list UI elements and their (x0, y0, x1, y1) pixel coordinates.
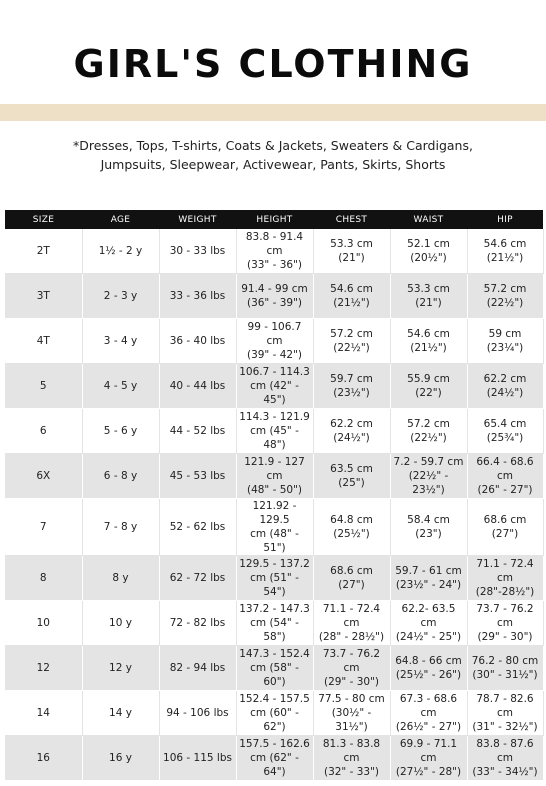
chest-cm: 54.6 cm (330, 283, 373, 295)
hip-inches: (33" - 34½") (472, 766, 538, 778)
chest-cell (313, 409, 390, 454)
waist-cell (390, 646, 467, 691)
chest-inches: (29" - 30") (323, 676, 380, 688)
age-cell: 5 - 6 y (82, 409, 159, 454)
chest-cm: 62.2 cm (330, 418, 373, 430)
hip-cm: 78.7 - 82.6 cm (476, 693, 534, 719)
hip-cell (467, 556, 543, 601)
waist-cm: 54.6 cm (407, 328, 450, 340)
height-cell (236, 736, 313, 781)
waist-inches: (22½" - 23½") (408, 470, 449, 496)
hip-inches: (21½") (486, 252, 524, 264)
height-inches: (48" - 50") (246, 484, 303, 496)
height-inches: cm (62" - 64") (250, 752, 299, 778)
waist-inches: (20½") (410, 252, 447, 264)
table-row (5, 736, 543, 781)
waist-cm: 57.2 cm (407, 418, 450, 430)
weight-cell: 40 - 44 lbs (159, 364, 236, 409)
age-cell: 6 - 8 y (82, 454, 159, 499)
size-cell: 6X (5, 454, 82, 499)
chest-cell (313, 499, 390, 556)
height-cm: 157.5 - 162.6 (239, 738, 310, 750)
hip-cm: 76.2 - 80 cm (471, 655, 539, 667)
waist-cm: 59.7 - 61 cm (395, 565, 462, 577)
waist-inches: (24½" - 25") (395, 631, 462, 643)
column-header-height: HEIGHT (236, 210, 313, 229)
size-cell: 8 (5, 556, 82, 601)
hip-cell (467, 319, 543, 364)
chest-inches: (30½" - 31½") (331, 707, 372, 733)
weight-cell: 33 - 36 lbs (159, 274, 236, 319)
chest-cell (313, 274, 390, 319)
category-list-line-2: Jumpsuits, Sleepwear, Activewear, Pants, Skirts, Shorts (100, 157, 446, 172)
hip-inches: (29" - 30") (477, 631, 533, 643)
waist-cell (390, 736, 467, 781)
size-cell: 6 (5, 409, 82, 454)
hip-cell (467, 409, 543, 454)
chest-cm: 73.7 - 76.2 cm (322, 648, 381, 674)
chest-cm: 53.3 cm (330, 238, 373, 250)
table-row (5, 499, 543, 556)
age-cell: 14 y (82, 691, 159, 736)
hip-inches: (30" - 31½") (472, 669, 538, 681)
height-cell (236, 364, 313, 409)
hip-inches: (22½") (486, 297, 524, 309)
hip-cm: 54.6 cm (483, 238, 527, 250)
height-inches: cm (51" - 54") (250, 572, 299, 598)
hip-inches: (26" - 27") (477, 484, 533, 496)
waist-cell (390, 454, 467, 499)
hip-cm: 73.7 - 76.2 cm (476, 603, 534, 629)
hip-cell (467, 229, 543, 274)
hip-cm: 66.4 - 68.6 cm (476, 456, 534, 482)
height-cell (236, 409, 313, 454)
chest-cm: 59.7 cm (330, 373, 373, 385)
hip-cm: 68.6 cm (483, 514, 527, 526)
height-cm: 121.9 - 127 cm (244, 456, 305, 482)
height-inches: cm (54" - 58") (250, 617, 299, 643)
age-cell: 12 y (82, 646, 159, 691)
chest-cell (313, 556, 390, 601)
chest-cell (313, 736, 390, 781)
table-row (5, 646, 543, 691)
chest-cm: 68.6 cm (330, 565, 373, 577)
age-cell: 4 - 5 y (82, 364, 159, 409)
hip-cell (467, 274, 543, 319)
chest-cm: 71.1 - 72.4 cm (322, 603, 381, 629)
hip-cm: 65.4 cm (483, 418, 527, 430)
hip-cm: 62.2 cm (483, 373, 527, 385)
table-row (5, 691, 543, 736)
height-cm: 99 - 106.7 cm (247, 321, 302, 347)
height-cell (236, 691, 313, 736)
chest-cell (313, 454, 390, 499)
age-cell: 1½ - 2 y (82, 229, 159, 274)
height-inches: (36" - 39") (246, 297, 303, 309)
weight-cell: 82 - 94 lbs (159, 646, 236, 691)
table-row (5, 364, 543, 409)
chest-inches: (21½") (333, 297, 370, 309)
page-title: GIRL'S CLOTHING (73, 42, 473, 86)
hip-cell (467, 454, 543, 499)
waist-inches: (26½" - 27") (395, 721, 462, 733)
weight-cell: 62 - 72 lbs (159, 556, 236, 601)
accent-band (0, 104, 546, 121)
hip-cell (467, 499, 543, 556)
height-cell (236, 556, 313, 601)
height-inches: cm (48" - 51") (250, 528, 299, 554)
height-cm: 147.3 - 152.4 (239, 648, 310, 660)
height-inches: cm (45" - 48") (250, 425, 299, 451)
height-cm: 137.2 - 147.3 (239, 603, 310, 615)
waist-inches: (23") (415, 528, 442, 540)
weight-cell: 30 - 33 lbs (159, 229, 236, 274)
waist-inches: (22½") (410, 432, 447, 444)
chest-cm: 63.5 cm (330, 463, 373, 475)
hip-cm: 71.1 - 72.4 cm (476, 558, 534, 584)
size-cell: 5 (5, 364, 82, 409)
height-cm: 129.5 - 137.2 (239, 558, 310, 570)
column-header-size: SIZE (5, 210, 82, 229)
category-list-line-1: *Dresses, Tops, T-shirts, Coats & Jackets, Sweaters & Cardigans, (73, 138, 473, 153)
age-cell: 3 - 4 y (82, 319, 159, 364)
hip-cell (467, 601, 543, 646)
column-header-weight: WEIGHT (159, 210, 236, 229)
hip-inches: (28"-28½") (475, 586, 535, 598)
hip-inches: (27") (491, 528, 519, 540)
hip-cell (467, 364, 543, 409)
height-cm: 121.92 - 129.5 (252, 500, 297, 526)
category-list (0, 136, 546, 174)
weight-cell: 45 - 53 lbs (159, 454, 236, 499)
waist-cell (390, 229, 467, 274)
chest-cm: 64.8 cm (330, 514, 373, 526)
weight-cell: 36 - 40 lbs (159, 319, 236, 364)
size-cell: 10 (5, 601, 82, 646)
chest-inches: (27") (338, 579, 365, 591)
waist-inches: (21") (415, 297, 442, 309)
hip-inches: (31" - 32½") (472, 721, 538, 733)
column-header-age: AGE (82, 210, 159, 229)
age-cell: 2 - 3 y (82, 274, 159, 319)
chest-inches: (23½") (333, 387, 370, 399)
waist-cell (390, 556, 467, 601)
waist-cm: 62.2- 63.5 cm (401, 603, 456, 629)
chest-inches: (21") (338, 252, 365, 264)
height-cell (236, 274, 313, 319)
weight-cell: 94 - 106 lbs (159, 691, 236, 736)
height-inches: (39" - 42") (246, 349, 303, 361)
waist-cm: 53.3 cm (407, 283, 450, 295)
size-cell: 12 (5, 646, 82, 691)
height-inches: cm (42" - 45") (250, 380, 299, 406)
hip-inches: (23¼") (486, 342, 524, 354)
size-cell: 4T (5, 319, 82, 364)
chest-inches: (25½") (333, 528, 370, 540)
height-cm: 114.3 - 121.9 (239, 411, 310, 423)
age-cell: 16 y (82, 736, 159, 781)
weight-cell: 52 - 62 lbs (159, 499, 236, 556)
chest-inches: (28" - 28½") (318, 631, 385, 643)
waist-cell (390, 274, 467, 319)
chest-cell (313, 646, 390, 691)
table-row (5, 556, 543, 601)
waist-cell (390, 499, 467, 556)
age-cell: 8 y (82, 556, 159, 601)
chest-cell (313, 691, 390, 736)
hip-cell (467, 646, 543, 691)
chest-cell (313, 319, 390, 364)
waist-cm: 7.2 - 59.7 cm (393, 456, 464, 468)
waist-cm: 52.1 cm (407, 238, 450, 250)
height-cm: 106.7 - 114.3 (239, 366, 310, 378)
weight-cell: 44 - 52 lbs (159, 409, 236, 454)
waist-cell (390, 601, 467, 646)
hip-cm: 83.8 - 87.6 cm (476, 738, 534, 764)
chest-cm: 77.5 - 80 cm (318, 693, 385, 705)
column-header-chest: CHEST (313, 210, 390, 229)
size-cell: 2T (5, 229, 82, 274)
chest-cm: 57.2 cm (330, 328, 373, 340)
hip-cell (467, 691, 543, 736)
age-cell: 10 y (82, 601, 159, 646)
chest-inches: (22½") (333, 342, 370, 354)
height-inches: (33" - 36") (246, 259, 303, 271)
waist-cell (390, 319, 467, 364)
chest-inches: (24½") (333, 432, 370, 444)
height-inches: cm (60" - 62") (250, 707, 299, 733)
waist-inches: (22") (415, 387, 442, 399)
table-row (5, 409, 543, 454)
chest-inches: (25") (338, 477, 365, 489)
height-cell (236, 454, 313, 499)
weight-cell: 72 - 82 lbs (159, 601, 236, 646)
height-cell (236, 601, 313, 646)
hip-inches: (25¾") (486, 432, 524, 444)
waist-cell (390, 409, 467, 454)
waist-inches: (25½" - 26") (395, 669, 462, 681)
table-header-row (5, 210, 543, 229)
size-cell: 16 (5, 736, 82, 781)
hip-cm: 57.2 cm (483, 283, 527, 295)
height-cell (236, 229, 313, 274)
hip-inches: (24½") (486, 387, 524, 399)
height-cm: 83.8 - 91.4 cm (245, 231, 304, 257)
table-row (5, 274, 543, 319)
waist-cell (390, 691, 467, 736)
chest-cm: 81.3 - 83.8 cm (322, 738, 381, 764)
hip-cm: 59 cm (488, 328, 522, 340)
size-cell: 7 (5, 499, 82, 556)
table-row (5, 319, 543, 364)
height-cm: 91.4 - 99 cm (241, 283, 308, 295)
height-cm: 152.4 - 157.5 (239, 693, 310, 705)
waist-inches: (27½" - 28") (395, 766, 462, 778)
waist-cm: 55.9 cm (407, 373, 450, 385)
chest-cell (313, 364, 390, 409)
waist-cell (390, 364, 467, 409)
hip-cell (467, 736, 543, 781)
waist-inches: (21½") (410, 342, 447, 354)
column-header-waist: WAIST (390, 210, 467, 229)
height-cell (236, 319, 313, 364)
height-inches: cm (58" - 60") (250, 662, 299, 688)
table-row (5, 454, 543, 499)
weight-cell: 106 - 115 lbs (159, 736, 236, 781)
waist-cm: 58.4 cm (407, 514, 450, 526)
chest-cell (313, 601, 390, 646)
size-chart-table (5, 210, 544, 781)
waist-inches: (23½" - 24") (395, 579, 462, 591)
chest-inches: (32" - 33") (323, 766, 380, 778)
waist-cm: 67.3 - 68.6 cm (399, 693, 458, 719)
table-row (5, 229, 543, 274)
size-chart-body (5, 229, 543, 781)
chest-cell (313, 229, 390, 274)
height-cell (236, 499, 313, 556)
height-cell (236, 646, 313, 691)
column-header-hip: HIP (467, 210, 543, 229)
waist-cm: 69.9 - 71.1 cm (399, 738, 458, 764)
size-cell: 14 (5, 691, 82, 736)
table-row (5, 601, 543, 646)
size-cell: 3T (5, 274, 82, 319)
age-cell: 7 - 8 y (82, 499, 159, 556)
waist-cm: 64.8 - 66 cm (395, 655, 462, 667)
